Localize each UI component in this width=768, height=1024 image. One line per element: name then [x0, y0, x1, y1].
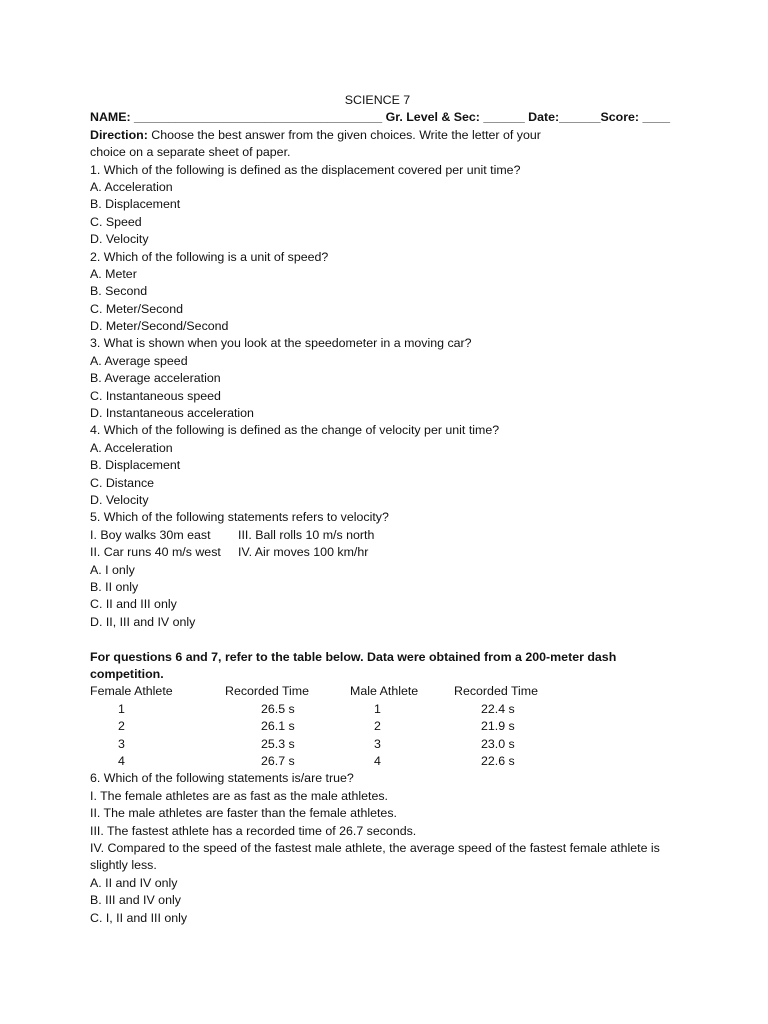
- cell-male-time: 23.0 s: [481, 736, 515, 751]
- statement-i: I. Boy walks 30m east: [90, 527, 211, 542]
- cell-female-time: 25.3 s: [261, 736, 295, 751]
- statement-6-i: I. The female athletes are as fast as the male athletes.: [90, 788, 388, 803]
- choice-2b: B. Second: [90, 284, 148, 299]
- direction-text-cont: choice on a separate sheet of paper.: [90, 145, 291, 160]
- cell-male-time: 22.4 s: [481, 701, 515, 716]
- direction-line: [90, 127, 690, 144]
- page-title: SCIENCE 7: [344, 93, 411, 107]
- statement-6-ii: II. The male athletes are faster than the female athletes.: [90, 806, 397, 821]
- cell-male-athlete: 4: [374, 753, 381, 768]
- choice-2c: C. Meter/Second: [90, 301, 183, 316]
- question-6: 6. Which of the following statements is/are true?: [90, 771, 354, 786]
- cell-male-time: 21.9 s: [481, 719, 515, 734]
- choice-3d: D. Instantaneous acceleration: [90, 406, 254, 421]
- question-2: 2. Which of the following is a unit of speed?: [90, 249, 329, 264]
- question-3: 3. What is shown when you look at the speedometer in a moving car?: [90, 336, 472, 351]
- choice-1b: B. Displacement: [90, 197, 181, 212]
- choice-4d: D. Velocity: [90, 492, 149, 507]
- cell-female-time: 26.1 s: [261, 719, 295, 734]
- statement-6-iii: III. The fastest athlete has a recorded time of 26.7 seconds.: [90, 823, 417, 838]
- cell-male-athlete: 3: [374, 736, 381, 751]
- race-times-table: [90, 683, 564, 770]
- direction-label: Direction:: [90, 127, 148, 142]
- statement-iv: IV. Air moves 100 km/hr: [238, 545, 369, 560]
- header-female-athlete: Female Athlete: [90, 684, 173, 699]
- statement-iii: III. Ball rolls 10 m/s north: [238, 527, 375, 542]
- cell-female-athlete: 2: [118, 719, 125, 734]
- table-row: [90, 753, 564, 770]
- table-instruction: For questions 6 and 7, refer to the table below. Data were obtained from a 200-meter dash competition.: [90, 649, 617, 681]
- worksheet: [90, 92, 690, 927]
- cell-female-time: 26.5 s: [261, 701, 295, 716]
- table-row: [90, 701, 564, 718]
- choice-1d: D. Velocity: [90, 232, 149, 247]
- statement-6-iv: IV. Compared to the speed of the fastest male athlete, the average speed of the fastest female athlete is slightly less.: [90, 840, 660, 873]
- choice-3b: B. Average acceleration: [90, 371, 221, 386]
- statement-row-2: [90, 544, 690, 561]
- table-row: [90, 718, 564, 735]
- question-4: 4. Which of the following is defined as the change of velocity per unit time?: [90, 423, 500, 438]
- cell-male-athlete: 2: [374, 719, 381, 734]
- choice-5a: A. I only: [90, 562, 135, 577]
- choice-4a: A. Acceleration: [90, 440, 173, 455]
- cell-female-athlete: 3: [118, 736, 125, 751]
- choice-6c: C. I, II and III only: [90, 910, 188, 925]
- choice-4c: C. Distance: [90, 475, 155, 490]
- choice-1c: C. Speed: [90, 214, 142, 229]
- header-male-athlete: Male Athlete: [350, 684, 419, 699]
- choice-3a: A. Average speed: [90, 353, 188, 368]
- spacer: [90, 631, 690, 648]
- choice-1a: A. Acceleration: [90, 179, 173, 194]
- table-header-row: [90, 683, 564, 700]
- choice-5c: C. II and III only: [90, 597, 177, 612]
- cell-male-athlete: 1: [374, 701, 381, 716]
- cell-male-time: 22.6 s: [481, 753, 515, 768]
- choice-6b: B. III and IV only: [90, 893, 181, 908]
- direction-text: Choose the best answer from the given choices. Write the letter of your: [147, 127, 541, 142]
- statement-row-1: [90, 527, 690, 544]
- cell-female-time: 26.7 s: [261, 753, 295, 768]
- choice-4b: B. Displacement: [90, 458, 181, 473]
- statement-ii: II. Car runs 40 m/s west: [90, 545, 221, 560]
- table-row: [90, 736, 564, 753]
- question-1: 1. Which of the following is defined as the displacement covered per unit time?: [90, 162, 521, 177]
- choice-2a: A. Meter: [90, 266, 137, 281]
- name-line: NAME: ____________________________________ Gr. Level & Sec: ______ Date:______Score: ____: [90, 110, 671, 125]
- choice-3c: C. Instantaneous speed: [90, 388, 221, 403]
- choice-6a: A. II and IV only: [90, 875, 178, 890]
- choice-5b: B. II only: [90, 579, 139, 594]
- cell-female-athlete: 1: [118, 701, 125, 716]
- header-recorded-time-male: Recorded Time: [454, 684, 539, 699]
- cell-female-athlete: 4: [118, 753, 125, 768]
- choice-2d: D. Meter/Second/Second: [90, 319, 229, 334]
- question-5: 5. Which of the following statements refers to velocity?: [90, 510, 389, 525]
- choice-5d: D. II, III and IV only: [90, 614, 196, 629]
- header-recorded-time-female: Recorded Time: [225, 684, 310, 699]
